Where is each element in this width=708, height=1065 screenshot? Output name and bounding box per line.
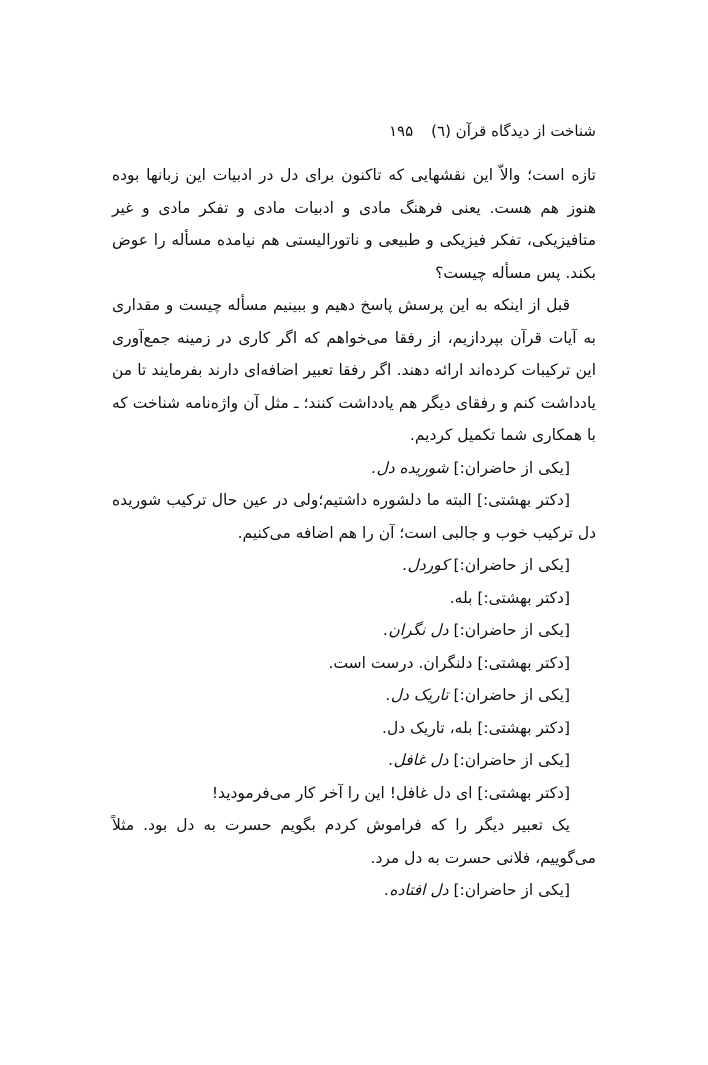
dialogue-paragraph: [دکتر بهشتی:] البته ما دلشوره داشتیم؛ولی در عین حال ترکیب شوریده دل ترکیب خوب و جالبی است؛ آن را هم اضافه می‌کنیم.: [112, 491, 596, 542]
book-page: [112, 112, 596, 932]
suggested-term: شوریده دل.: [371, 458, 449, 477]
dialogue-line: [112, 452, 596, 485]
dialogue-line: [112, 549, 596, 582]
speaker-label: [یکی از حاضران:]: [453, 751, 570, 769]
speaker-label: [یکی از حاضران:]: [453, 458, 570, 477]
running-header: [112, 118, 596, 144]
suggested-term: تاریک دل.: [385, 686, 449, 704]
dialogue-line: [112, 874, 596, 907]
chapter-title: شناخت از دیدگاه قرآن (٦): [431, 122, 596, 140]
speaker-label: [یکی از حاضران:]: [453, 881, 570, 899]
dialogue-line: [112, 614, 596, 647]
speaker-label: [یکی از حاضران:]: [453, 686, 570, 704]
paragraph-closing: یک تعبیر دیگر را که فراموش کردم بگویم حسرت به دل بود. مثلاً می‌گوییم، فلانی حسرت به دل مرد.: [112, 816, 596, 867]
dialogue-line: [دکتر بهشتی:] دلنگران. درست است.: [328, 653, 570, 672]
dialogue-line: [دکتر بهشتی:] ای دل غافل! این را آخر کار می‌فرمودید!: [211, 783, 570, 802]
dialogue-line: [112, 679, 596, 712]
suggested-term: دل غافل.: [388, 751, 449, 769]
paragraph-question: قبل از اینکه به این پرسش پاسخ دهیم و ببینیم مسأله چیست و مقداری به آیات قرآن بپردازیم، از رفقا می‌خواهم که اگر کاری در زمینه جمع‌آوری این ترکیبات کرده‌اند ارائه دهند. اگر رفقا تعبیر اضافه‌ای دارند بفرمایند تا من یادداشت کنم و رفقای دیگر هم یادداشت کنند؛ ـ مثل آن واژه‌نامه شناخت که با همکاری شما تکمیل کردیم.: [112, 296, 596, 444]
speaker-label: [یکی از حاضران:]: [453, 621, 570, 639]
suggested-term: کوردل.: [402, 556, 449, 574]
dialogue-line: [دکتر بهشتی:] بله.: [449, 588, 570, 607]
speaker-label: [یکی از حاضران:]: [453, 556, 570, 574]
page-number: ۱۹۵: [388, 122, 414, 140]
paragraph-intro: تازه است؛ والاّ این نقشهایی که تاکنون برای دل در ادبیات این زبانها بوده هنوز هم هست. یعنی فرهنگ مادی و ادبیات مادی و تفکر مادی و غیر متافیزیکی، تفکر فیزیکی و طبیعی و ناتورالیستی هم نیامده مسأله را عوض بکند. پس مسأله چیست؟: [112, 166, 596, 282]
page-body: [112, 159, 596, 907]
dialogue-line: [دکتر بهشتی:] بله، تاریک دل.: [382, 718, 570, 737]
dialogue-line: [112, 744, 596, 777]
suggested-term: دل افتاده.: [384, 881, 449, 899]
suggested-term: دل نگران.: [383, 621, 449, 639]
